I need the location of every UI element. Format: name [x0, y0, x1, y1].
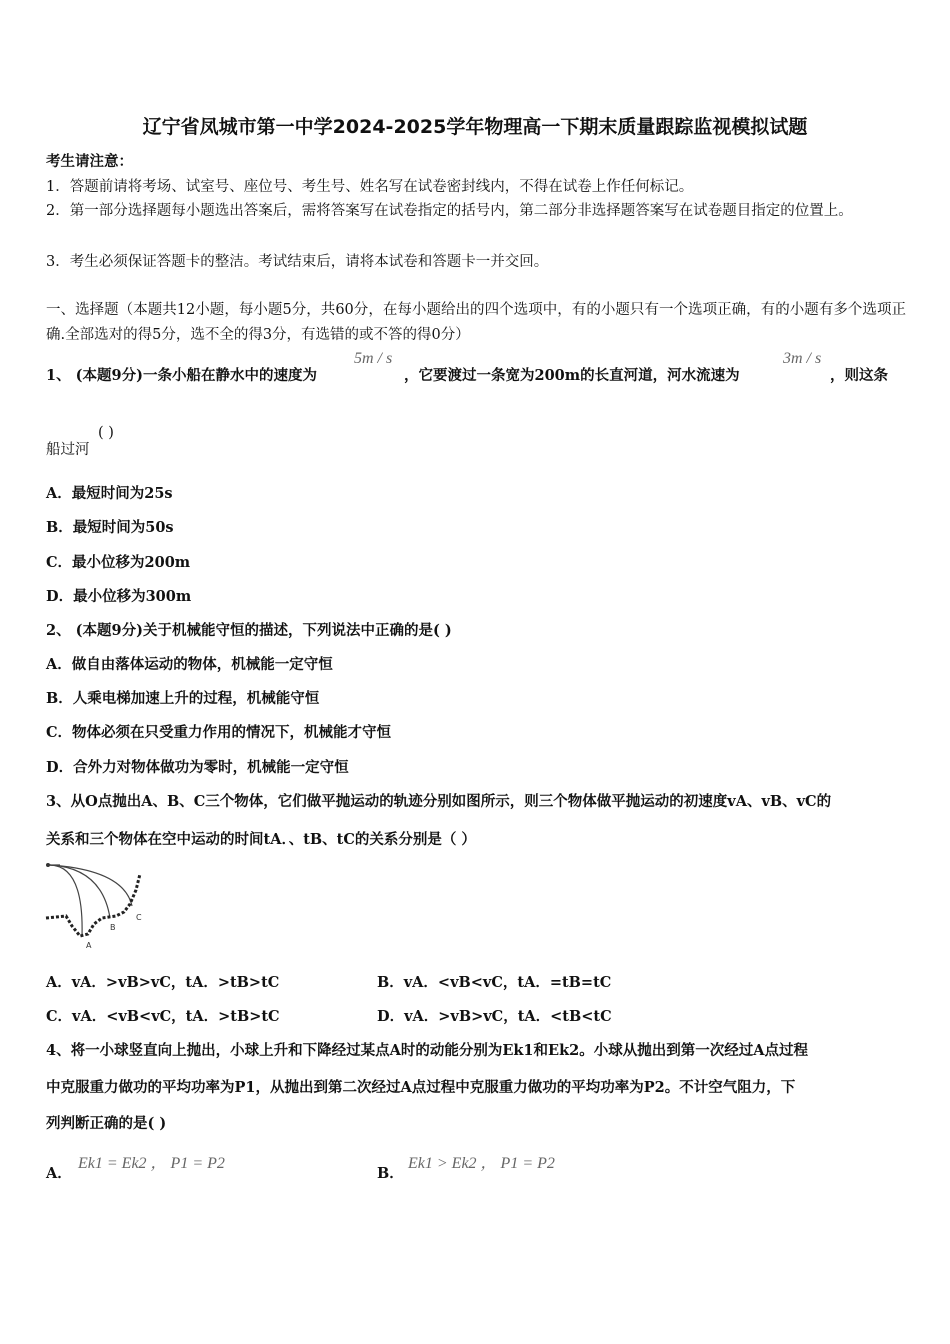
q1-prefix: 1、 (本题9分)一条小船在静水中的速度为 [46, 367, 317, 384]
label-a: A [86, 941, 92, 950]
q4-line3: 列判断正确的是( ) [46, 1115, 167, 1132]
q3-trajectory-figure [44, 860, 154, 952]
q1-speed-boat: 5m / s [354, 350, 393, 367]
q1-speed-water: 3m / s [783, 350, 822, 367]
q4-option-b-math: Ek1 > Ek2 ， P1 = P2 [408, 1155, 555, 1172]
q2-option-a: A．做自由落体运动的物体，机械能一定守恒 [46, 656, 333, 673]
notice-item-2: 2．第一部分选择题每小题选出答案后，需将答案写在试卷指定的括号内，第二部分非选择题答案写在试卷题目指定的位置上。 [46, 203, 853, 219]
q4-line2: 中克服重力做功的平均功率为P1，从抛出到第二次经过A点过程中克服重力做功的平均功率为P2。不计空气阻力，下 [46, 1079, 796, 1096]
q1-stem [46, 364, 317, 385]
q1-suffix: ，则这条 [830, 367, 888, 384]
q4-option-a-math: Ek1 = Ek2 ， P1 = P2 [78, 1155, 225, 1172]
notice-item-3: 3．考生必须保证答题卡的整洁。考试结束后，请将本试卷和答题卡一并交回。 [46, 254, 549, 270]
section-heading: 一、选择题（本题共12小题，每小题5分，共60分，在每小题给出的四个选项中，有的小题只有一个选项正确，有的小题有多个选项正确.全部选对的得5分，选不全的得3分，有选错的或不答的得0分） [46, 302, 906, 343]
label-c: C [136, 913, 142, 922]
q1-line2: 船过河 [46, 442, 90, 458]
trajectory-a [50, 865, 82, 936]
q1-option-c: C．最小位移为200m [46, 554, 191, 571]
q2-stem: 2、 (本题9分)关于机械能守恒的描述，下列说法中正确的是( ) [46, 622, 452, 639]
notice-heading: 考生请注意： [46, 153, 133, 170]
q4-line1: 4、将一小球竖直向上抛出，小球上升和下降经过某点A时的动能分别为Ek1和Ek2。小球从抛出到第一次经过A点过程 [46, 1042, 808, 1059]
trajectory-c [50, 865, 132, 906]
q2-option-d: D．合外力对物体做功为零时，机械能一定守恒 [46, 759, 349, 776]
q3-option-b: B．vA．<vB<vC，tA．=tB=tC [377, 974, 612, 991]
q1-mid: ，它要渡过一条宽为200m的长直河道，河水流速为 [404, 367, 740, 384]
q3-stem-line1: 3、从O点抛出A、B、C三个物体，它们做平抛运动的轨迹分别如图所示，则三个物体做平抛运动的初速度vA、vB、vC的 [46, 793, 832, 810]
label-b: B [110, 923, 116, 932]
q3-stem-line2: 关系和三个物体在空中运动的时间tA．、tB、tC的关系分别是（ ） [46, 831, 476, 848]
notice-item-1: 1．答题前请将考场、试室号、座位号、考生号、姓名写在试卷密封线内，不得在试卷上作任何标记。 [46, 179, 694, 195]
q2-option-b: B．人乘电梯加速上升的过程，机械能守恒 [46, 690, 320, 707]
q3-option-d: D．vA．>vB>vC，tA．<tB<tC [377, 1008, 612, 1025]
page-title: 辽宁省凤城市第一中学2024-2025学年物理高一下期末质量跟踪监视模拟试题 [142, 116, 808, 138]
q1-paren: ( ) [98, 425, 114, 441]
q4-option-b-label: B． [377, 1165, 404, 1182]
q3-option-a: A．vA．>vB>vC，tA．>tB>tC [46, 974, 280, 991]
q1-option-d: D．最小位移为300m [46, 588, 192, 605]
q3-option-c: C．vA．<vB<vC，tA．>tB>tC [46, 1008, 280, 1025]
q1-option-b: B．最短时间为50s [46, 519, 174, 536]
trajectory-b [50, 865, 110, 918]
q1-option-a: A．最短时间为25s [46, 485, 173, 502]
q2-option-c: C．物体必须在只受重力作用的情况下，机械能才守恒 [46, 724, 392, 741]
q4-option-a-label: A． [46, 1165, 72, 1182]
ground-profile [46, 874, 140, 936]
